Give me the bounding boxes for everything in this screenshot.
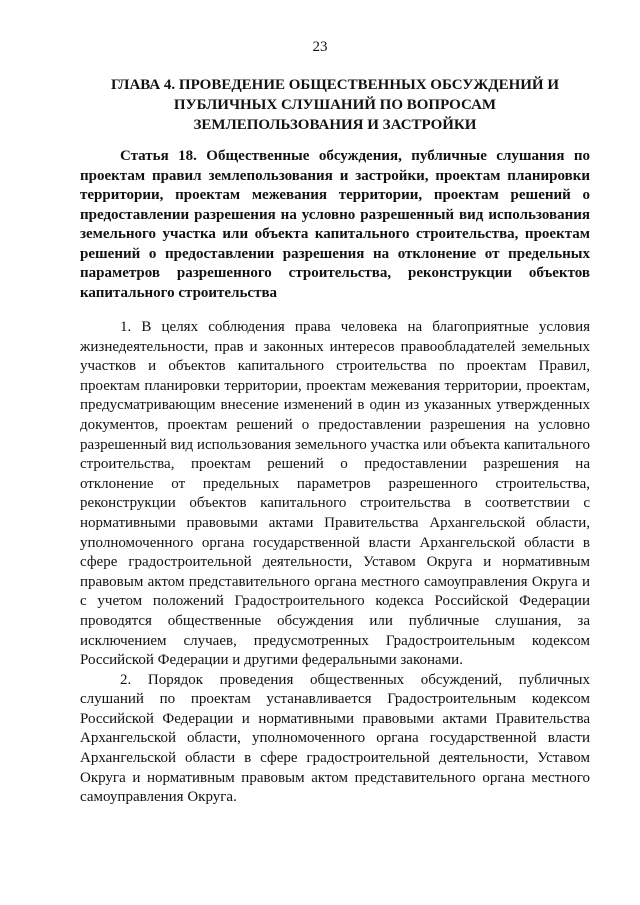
paragraph-1: 1. В целях соблюдения права человека на благоприятные условия жизнедеятельности, прав и законных интересов правообладателей земельных участков и объектов капитального строительства по проектам Правил, проектам планировки территории, проектам межевания территории, проектам, предусматривающим внесение изменений в один из указанных утвержденных документов, проектам решений о предоставлении разрешения на условно разрешенный вид использования земельного участка или объекта капитального строительства, проектам решений о предоставлении разрешения на отклонение от предельных параметров разрешенного строительства, реконструкции объектов капитального строительства в соответствии с нормативными правовыми актами Правительства Архангельской области, уполномоченного органа государственной власти Архангельской области в сфере градостроительной деятельности, Уставом Округа и нормативным правовым актом представительного органа местного самоуправления Округа и с учетом положений Градостроительного кодекса Российской Федерации проводятся общественные обсуждения или публичные слушания, за исключением случаев, предусмотренных Градостроительным кодексом Российской Федерации и другими федеральными законами. xyxy=(80,319,590,669)
chapter-title-line-2: ПУБЛИЧНЫХ СЛУШАНИЙ ПО ВОПРОСАМ xyxy=(173,97,497,113)
body-text xyxy=(80,318,590,808)
chapter-title-line-1: ГЛАВА 4. ПРОВЕДЕНИЕ ОБЩЕСТВЕННЫХ ОБСУЖДЕНИЙ И xyxy=(110,77,560,93)
paragraph-2: 2. Порядок проведения общественных обсуждений, публичных слушаний по проектам устанавливается Градостроительным кодексом Российской Федерации и нормативными правовыми актами Правительства Архангельской области, уполномоченного органа государственной власти Архангельской области в сфере градостроительной деятельности, Уставом Округа и нормативным правовым актом представительного органа местного самоуправления Округа. xyxy=(80,671,590,806)
chapter-title xyxy=(80,75,590,135)
article-title: Статья 18. Общественные обсуждения, публичные слушания по проектам правил землепользования и застройки, проектам планировки территории, проектам межевания территории, проектам решений о предоставлении разрешения на условно разрешенный вид использования земельного участка или объекта капитального строительства, проектам решений о предоставлении разрешения на отклонение от предельных параметров разрешенного строительства, реконструкции объектов капитального строительства xyxy=(80,148,590,301)
page-number: 23 xyxy=(312,39,328,55)
chapter-title-line-3: ЗЕМЛЕПОЛЬЗОВАНИЯ И ЗАСТРОЙКИ xyxy=(193,117,477,133)
